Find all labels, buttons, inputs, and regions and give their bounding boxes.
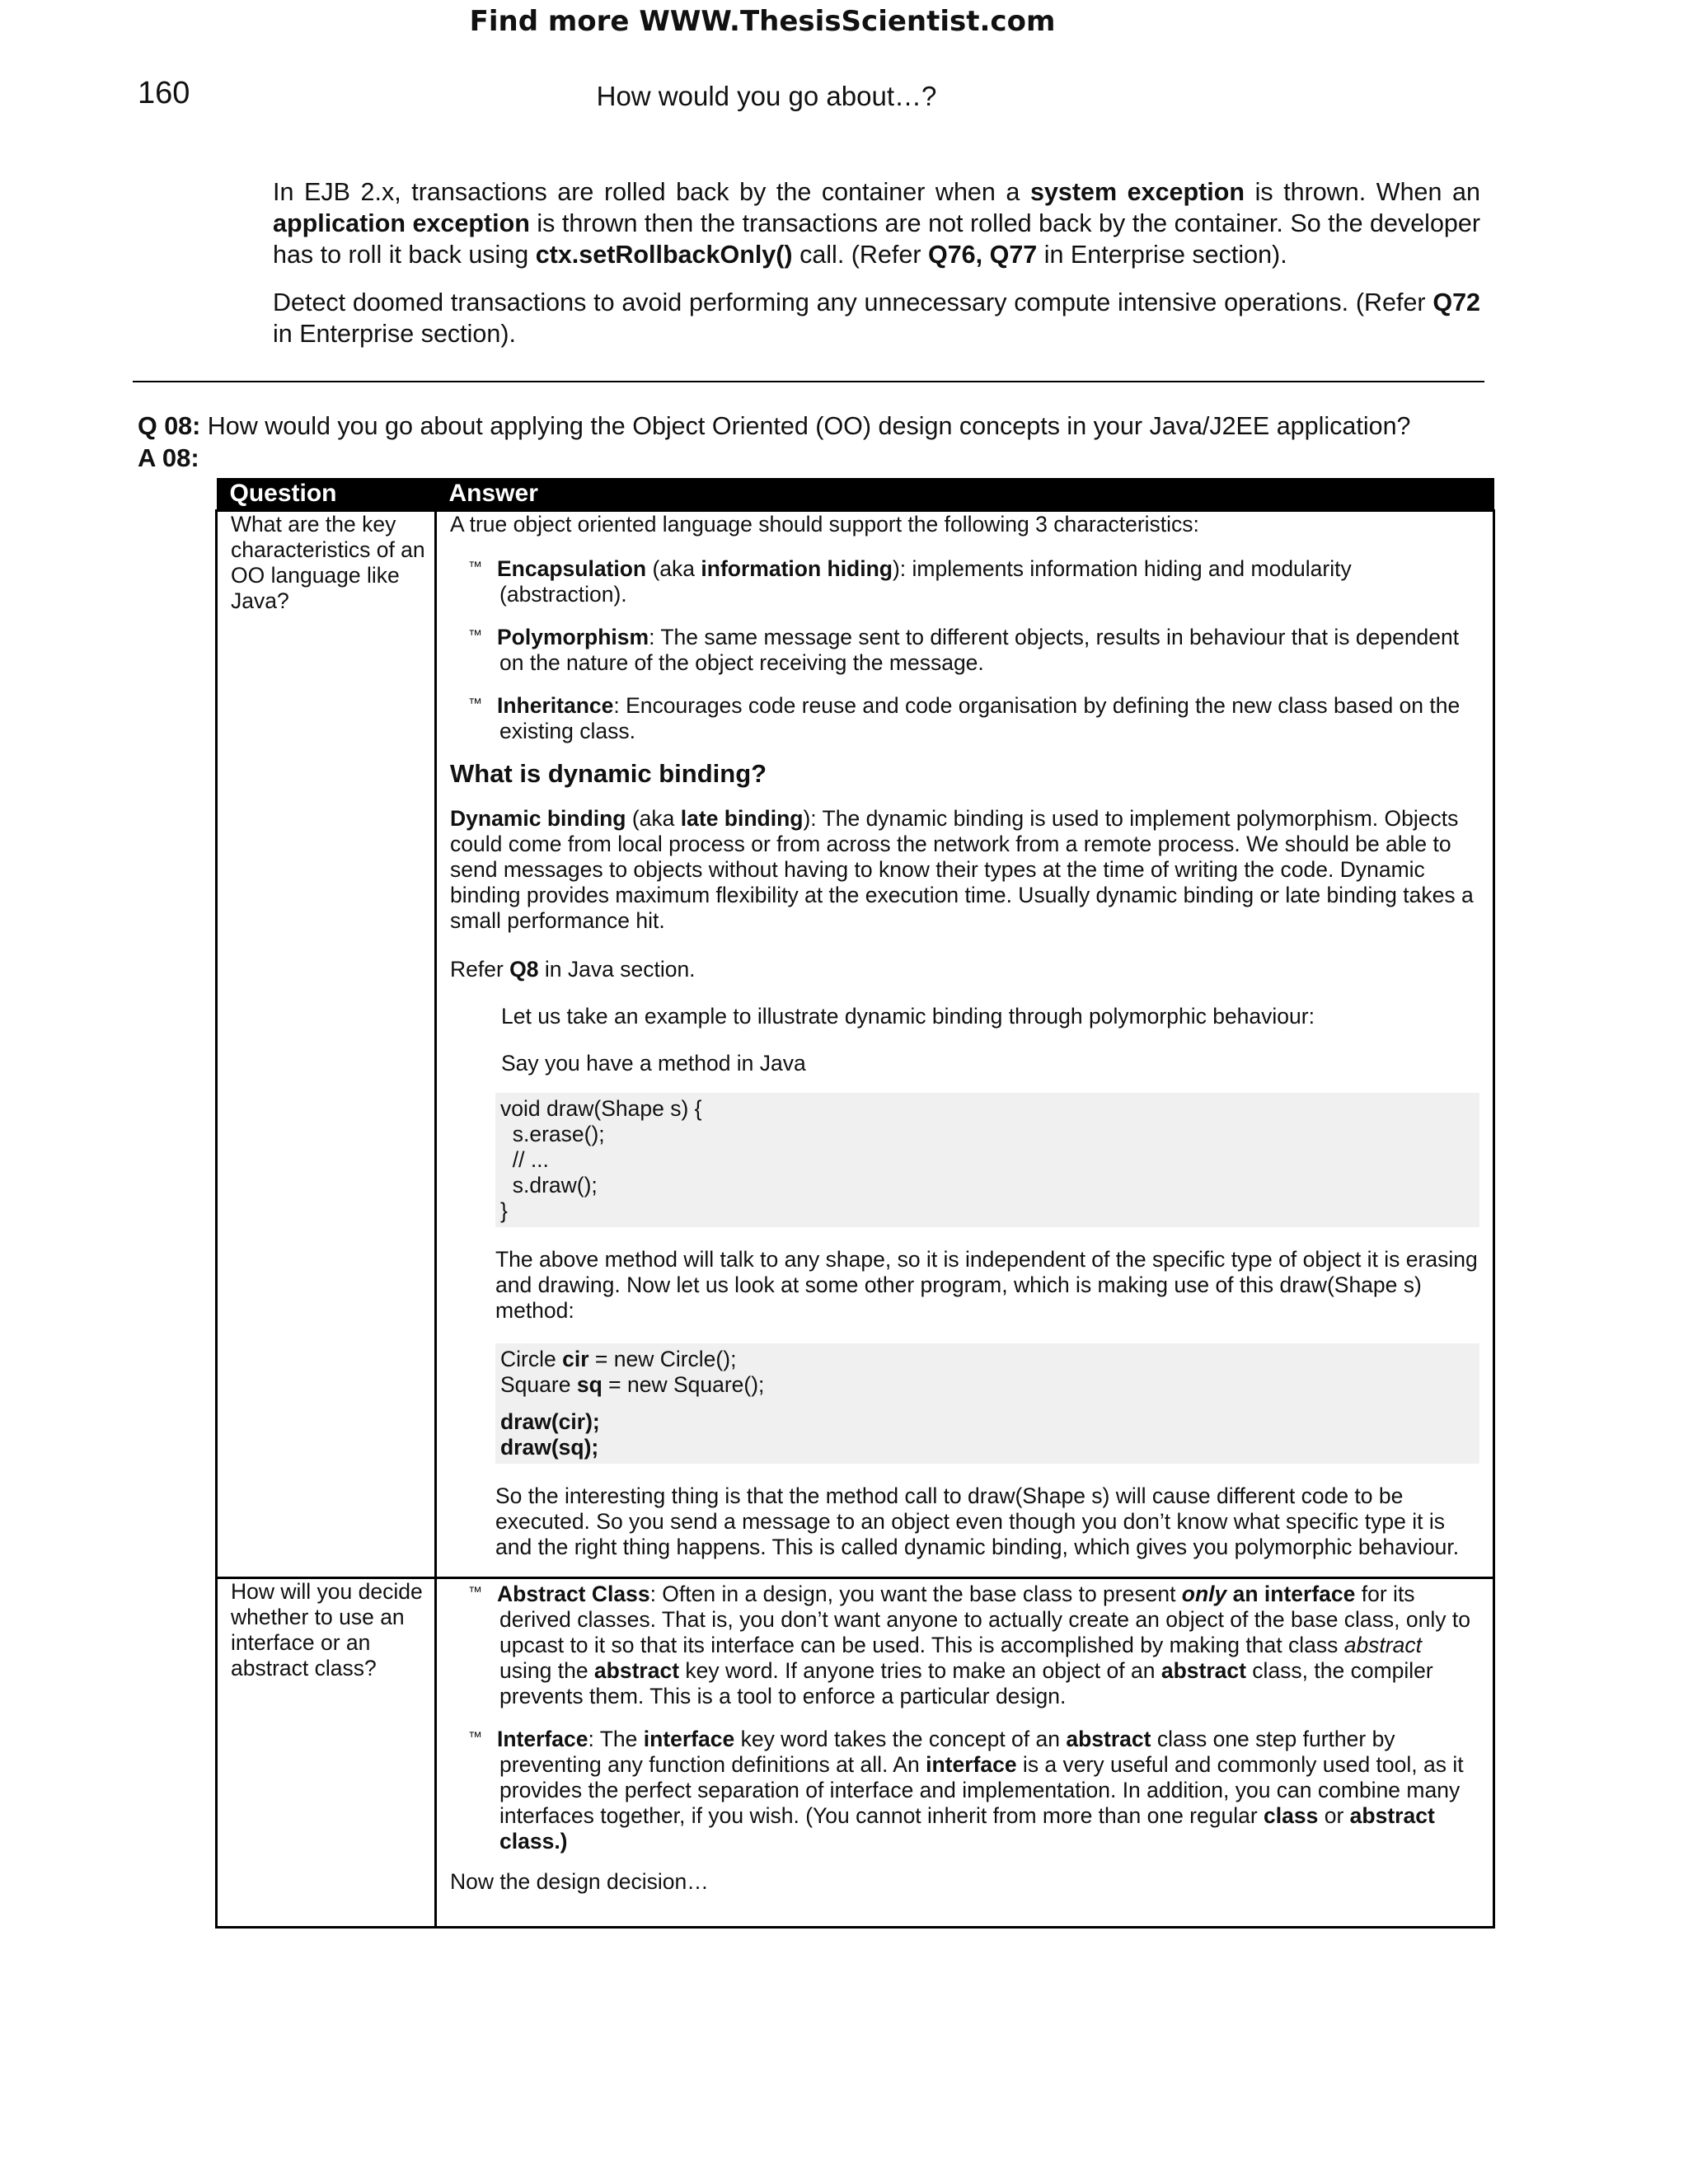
intro-paragraph-rollback [273, 176, 1480, 270]
text-run: : The same message sent to different objects, results in behaviour that is dependent on the nature of the object receiving the message. [499, 625, 1460, 675]
code-line: // ... [500, 1147, 549, 1172]
text-run: Circle [500, 1347, 563, 1371]
header-answer: Answer [436, 478, 1494, 511]
closing-paragraph: So the interesting thing is that the method call to draw(Shape s) will cause different code to be executed. So you send a message to an object even though you don’t know what specific type it is and the right thing happens. This is called dynamic binding, which gives you polymorphic behaviour. [495, 1483, 1460, 1559]
text-run: in Java section. [538, 957, 696, 982]
bullet-interface [450, 1724, 1479, 1854]
bold-text-run: abstract [1160, 1658, 1246, 1683]
text-run: : The [588, 1727, 644, 1751]
refer-line [450, 957, 1479, 982]
text-run: Square [500, 1372, 577, 1397]
bold-text-run: abstract [1066, 1727, 1151, 1751]
intro-paragraph-doomed [273, 287, 1480, 349]
text-run: is a very useful and commonly used tool, as it provides the perfect separation of interface and implementation. In addition, you can combine many interfaces together, if you wish. (You cannot inherit from more than one regular [499, 1752, 1464, 1828]
code-line: s.draw(); [500, 1173, 598, 1197]
bold-text-run: system exception [1029, 178, 1245, 206]
bold-text-run: Abstract Class [497, 1582, 650, 1606]
bold-text-run: class [1264, 1803, 1319, 1828]
bullet-inheritance [450, 691, 1479, 744]
dynamic-binding-heading: What is dynamic binding? [450, 759, 767, 788]
text-run: class one step further by preventing any function definitions at all. An [499, 1727, 1395, 1777]
bold-text-run: ctx.setRollbackOnly() [535, 241, 793, 269]
text-run: class, the compiler prevents them. This is a tool to enforce a particular design. [499, 1658, 1433, 1708]
bold-text-run: Inheritance [497, 693, 614, 718]
text-run: using the [499, 1658, 594, 1683]
say-java-line: Say you have a method in Java [501, 1051, 806, 1076]
tm-bullet-icon: ™ [468, 696, 482, 711]
question-label: Q 08: [138, 412, 201, 440]
row1-answer-cell [436, 511, 1494, 1578]
bullet-abstract-class [450, 1579, 1479, 1709]
code-line: draw(sq); [500, 1435, 599, 1460]
dynamic-binding-paragraph [450, 806, 1479, 934]
code-line: void draw(Shape s) { [500, 1096, 702, 1121]
text-run: for its derived classes. That is, you don’t want anyone to actually create an object of the base class, only to upcast to it so that its interface can be used. This is accomplished by making that class [499, 1582, 1470, 1657]
text-run: = new Square(); [602, 1372, 765, 1397]
qa-table [215, 478, 1495, 1929]
bold-text-run: late binding [680, 806, 804, 831]
text-run: key word. If anyone tries to make an object of an [679, 1658, 1161, 1683]
text-run: Detect doomed transactions to avoid performing any unnecessary compute intensive operations. (Refer [273, 288, 1433, 316]
text-run: Refer [450, 957, 510, 982]
bold-text-run: information hiding [701, 556, 893, 581]
text-run: : Often in a design, you want the base class to present [649, 1582, 1182, 1606]
tm-bullet-icon: ™ [468, 559, 482, 574]
bold-text-run: interface [926, 1752, 1017, 1777]
code-block-draw-method [495, 1093, 1479, 1227]
characteristics-intro: A true object oriented language should support the following 3 characteristics: [450, 512, 1199, 537]
bold-text-run: sq [576, 1372, 603, 1397]
code-line [500, 1372, 1475, 1398]
code-block-usage [495, 1343, 1479, 1464]
tm-bullet-icon: ™ [468, 1584, 482, 1600]
tm-bullet-icon: ™ [468, 1729, 482, 1745]
code-line: s.erase(); [500, 1122, 605, 1146]
bold-text-run: an interface [1226, 1582, 1356, 1606]
text-run: is thrown then the transactions are not rolled back by the container. So the developer has to roll it back using [273, 209, 1480, 269]
bold-text-run: Encapsulation [497, 556, 647, 581]
bold-text-run: Polymorphism [497, 625, 649, 649]
bold-text-run: Q76, Q77 [928, 241, 1038, 269]
bullet-encapsulation [450, 554, 1479, 607]
code-line [500, 1347, 1475, 1372]
text-run: key word takes the concept of an [734, 1727, 1067, 1751]
intro-section [273, 176, 1480, 366]
bold-text-run: abstract [593, 1658, 680, 1683]
answer-label: A 08: [138, 443, 199, 472]
bold-text-run: Interface [497, 1727, 588, 1751]
row2-question-cell: How will you decide whether to use an interface or an abstract class? [217, 1578, 436, 1928]
design-decision-line: Now the design decision… [450, 1869, 709, 1894]
table-row [217, 1578, 1494, 1928]
text-run: ): implements information hiding and modularity (abstraction). [499, 556, 1352, 607]
bold-text-run: only [1181, 1582, 1227, 1606]
running-head: How would you go about…? [596, 81, 937, 111]
question-text: How would you go about applying the Object Oriented (OO) design concepts in your Java/J2EE application? [200, 412, 1411, 440]
table-header-row [217, 478, 1494, 511]
text-run: is thrown. When an [1245, 178, 1480, 206]
text-run: (aka [646, 556, 701, 581]
text-run: or [1318, 1803, 1350, 1828]
site-banner: Find more WWW.ThesisScientist.com [469, 5, 1056, 38]
bullet-polymorphism [450, 622, 1479, 676]
question-line [138, 412, 1411, 441]
bold-text-run: Q72 [1432, 288, 1480, 316]
table-row [217, 511, 1494, 1578]
text-run: = new Circle(); [588, 1347, 737, 1371]
section-divider [133, 381, 1484, 382]
row2-answer-cell [436, 1578, 1494, 1928]
page-number: 160 [138, 76, 190, 110]
row1-question-cell: What are the key characteristics of an OO language like Java? [217, 511, 436, 1578]
text-run: In EJB 2.x, transactions are rolled back by the container when a [273, 178, 1030, 206]
bold-text-run: application exception [273, 209, 530, 237]
header-question: Question [217, 478, 436, 511]
bold-text-run: Dynamic binding [450, 806, 626, 831]
text-run: (aka [626, 806, 681, 831]
code-line: } [500, 1198, 508, 1223]
bold-text-run: cir [562, 1347, 589, 1371]
tm-bullet-icon: ™ [468, 627, 482, 643]
code-line: draw(cir); [500, 1409, 600, 1434]
bold-text-run: interface [643, 1727, 735, 1751]
above-method-paragraph: The above method will talk to any shape, so it is independent of the specific type of object it is erasing and drawing. Now let us look at some other program, which is making use of this draw(Shape s) method: [495, 1247, 1478, 1323]
bold-text-run: abstract class.) [499, 1803, 1435, 1854]
text-run: call. (Refer [792, 241, 928, 269]
text-run: abstract [1343, 1633, 1422, 1657]
text-run: in Enterprise section). [273, 320, 516, 348]
text-run: in Enterprise section). [1037, 241, 1287, 269]
example-intro: Let us take an example to illustrate dynamic binding through polymorphic behaviour: [501, 1004, 1315, 1029]
text-run: ): The dynamic binding is used to implement polymorphism. Objects could come from local process or from across the network from a remote process. We should be able to send messages to objects without having to know their types at the time of writing the code. Dynamic binding provides maximum flexibility at the execution time. Usually dynamic binding or late binding takes a small performance hit. [450, 806, 1474, 933]
text-run: : Encourages code reuse and code organisation by defining the new class based on the existing class. [499, 693, 1461, 743]
bold-text-run: Q8 [509, 957, 539, 982]
